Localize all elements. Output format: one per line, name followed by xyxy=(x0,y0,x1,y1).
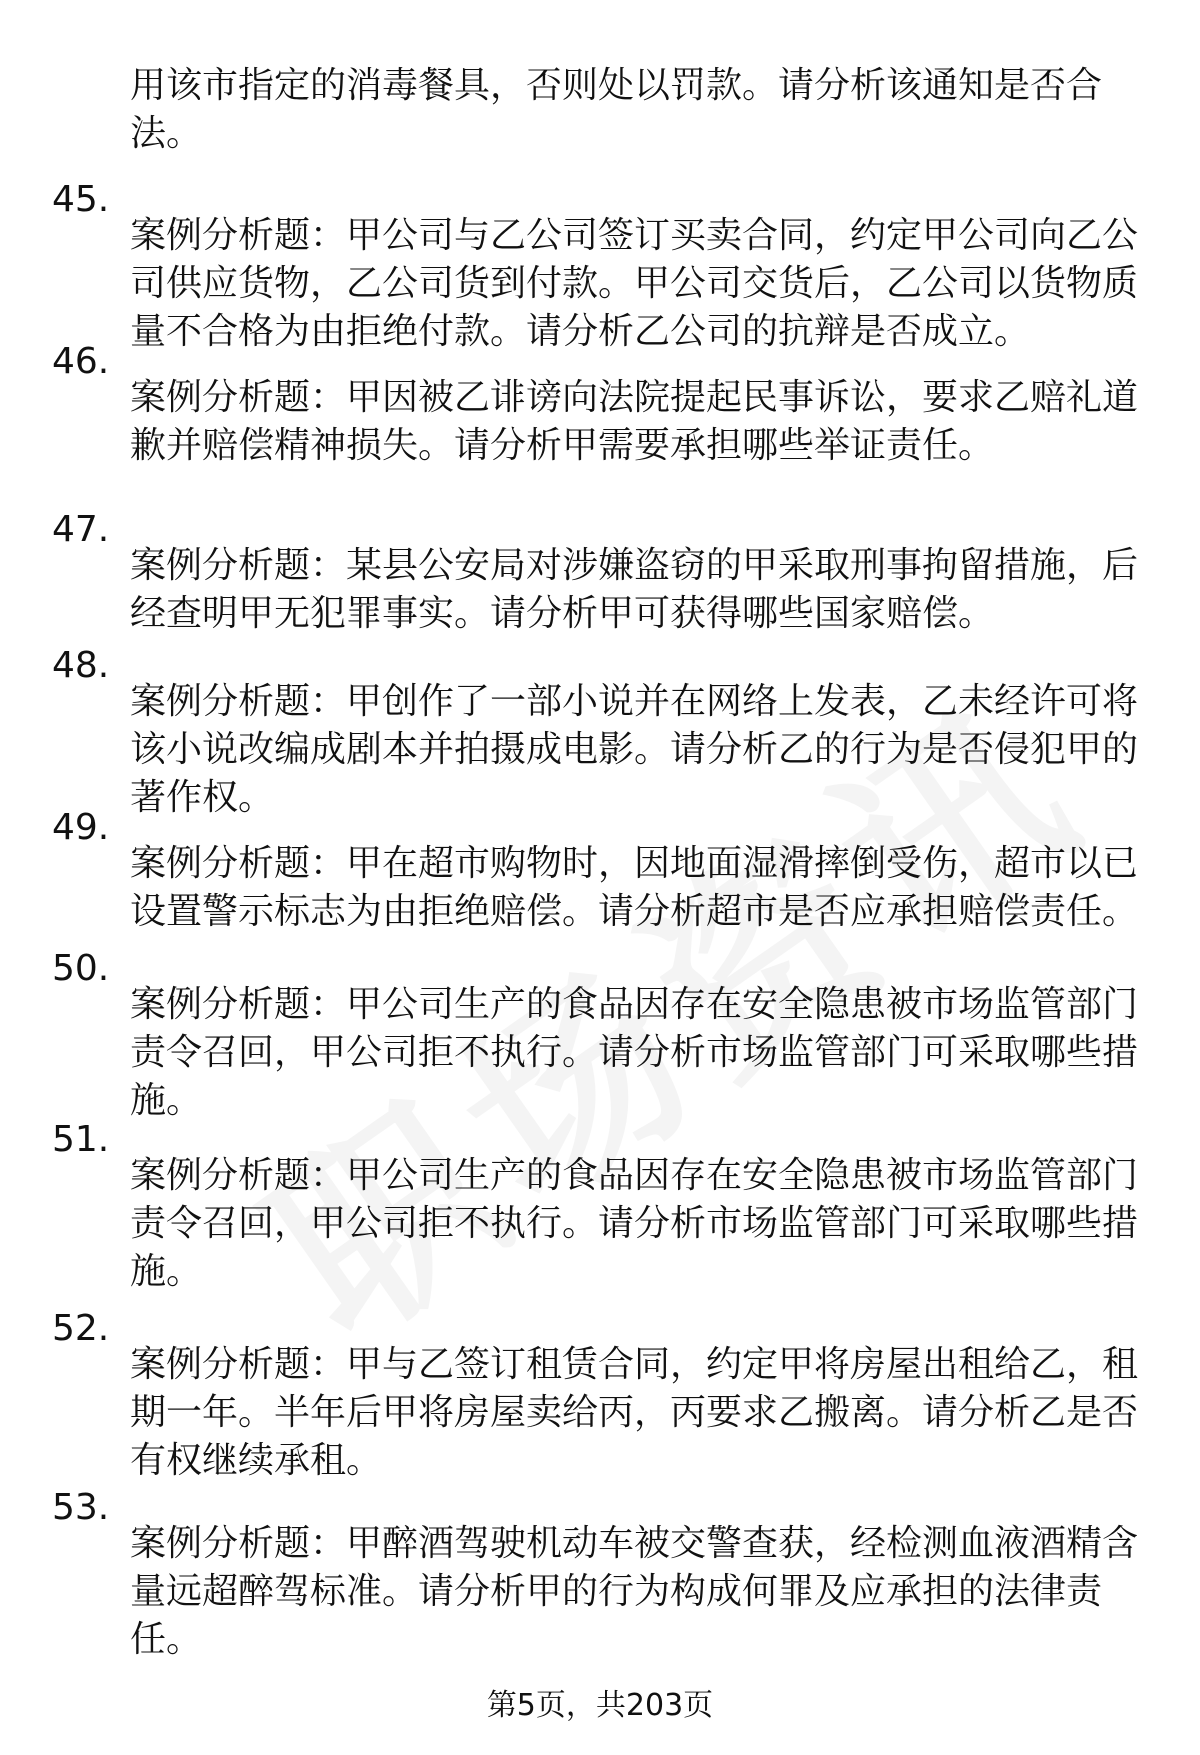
question-text: 案例分析题：甲创作了一部小说并在网络上发表，乙未经许可将该小说改编成剧本并拍摄成电影。请分析乙的行为是否侵犯甲的著作权。 xyxy=(130,681,1139,818)
question-text: 案例分析题：某县公安局对涉嫌盗窃的甲采取刑事拘留措施，后经查明甲无犯罪事实。请分析甲可获得哪些国家赔偿。 xyxy=(130,545,1139,634)
question-number: 46. xyxy=(52,341,110,382)
question-text: 案例分析题：甲与乙签订租赁合同，约定甲将房屋出租给乙，租期一年。半年后甲将房屋卖给丙，丙要求乙搬离。请分析乙是否有权继续承租。 xyxy=(130,1344,1139,1481)
question-number: 45. xyxy=(52,179,110,220)
question-number: 52. xyxy=(52,1308,110,1349)
question-number: 50. xyxy=(52,948,110,989)
question-text: 案例分析题：甲公司生产的食品因存在安全隐患被市场监管部门责令召回，甲公司拒不执行。请分析市场监管部门可采取哪些措施。 xyxy=(130,984,1139,1121)
question-number: 48. xyxy=(52,645,110,686)
question-text: 案例分析题：甲醉酒驾驶机动车被交警查获，经检测血液酒精含量远超醉驾标准。请分析甲的行为构成何罪及应承担的法律责任。 xyxy=(130,1523,1139,1660)
continued-paragraph: 用该市指定的消毒餐具，否则处以罚款。请分析该通知是否合法。 xyxy=(130,65,1103,154)
question-number: 47. xyxy=(52,509,110,550)
page-footer: 第5页，共203页 xyxy=(486,1688,714,1723)
question-number: 49. xyxy=(52,807,110,848)
question-text: 案例分析题：甲公司与乙公司签订买卖合同，约定甲公司向乙公司供应货物，乙公司货到付款。甲公司交货后，乙公司以货物质量不合格为由拒绝付款。请分析乙公司的抗辩是否成立。 xyxy=(130,215,1139,352)
question-text: 案例分析题：甲因被乙诽谤向法院提起民事诉讼，要求乙赔礼道歉并赔偿精神损失。请分析甲需要承担哪些举证责任。 xyxy=(130,377,1139,466)
question-text: 案例分析题：甲在超市购物时，因地面湿滑摔倒受伤，超市以已设置警示标志为由拒绝赔偿。请分析超市是否应承担赔偿责任。 xyxy=(130,843,1139,932)
question-number: 53. xyxy=(52,1487,110,1528)
question-number: 51. xyxy=(52,1119,110,1160)
question-text: 案例分析题：甲公司生产的食品因存在安全隐患被市场监管部门责令召回，甲公司拒不执行。请分析市场监管部门可采取哪些措施。 xyxy=(130,1155,1139,1292)
